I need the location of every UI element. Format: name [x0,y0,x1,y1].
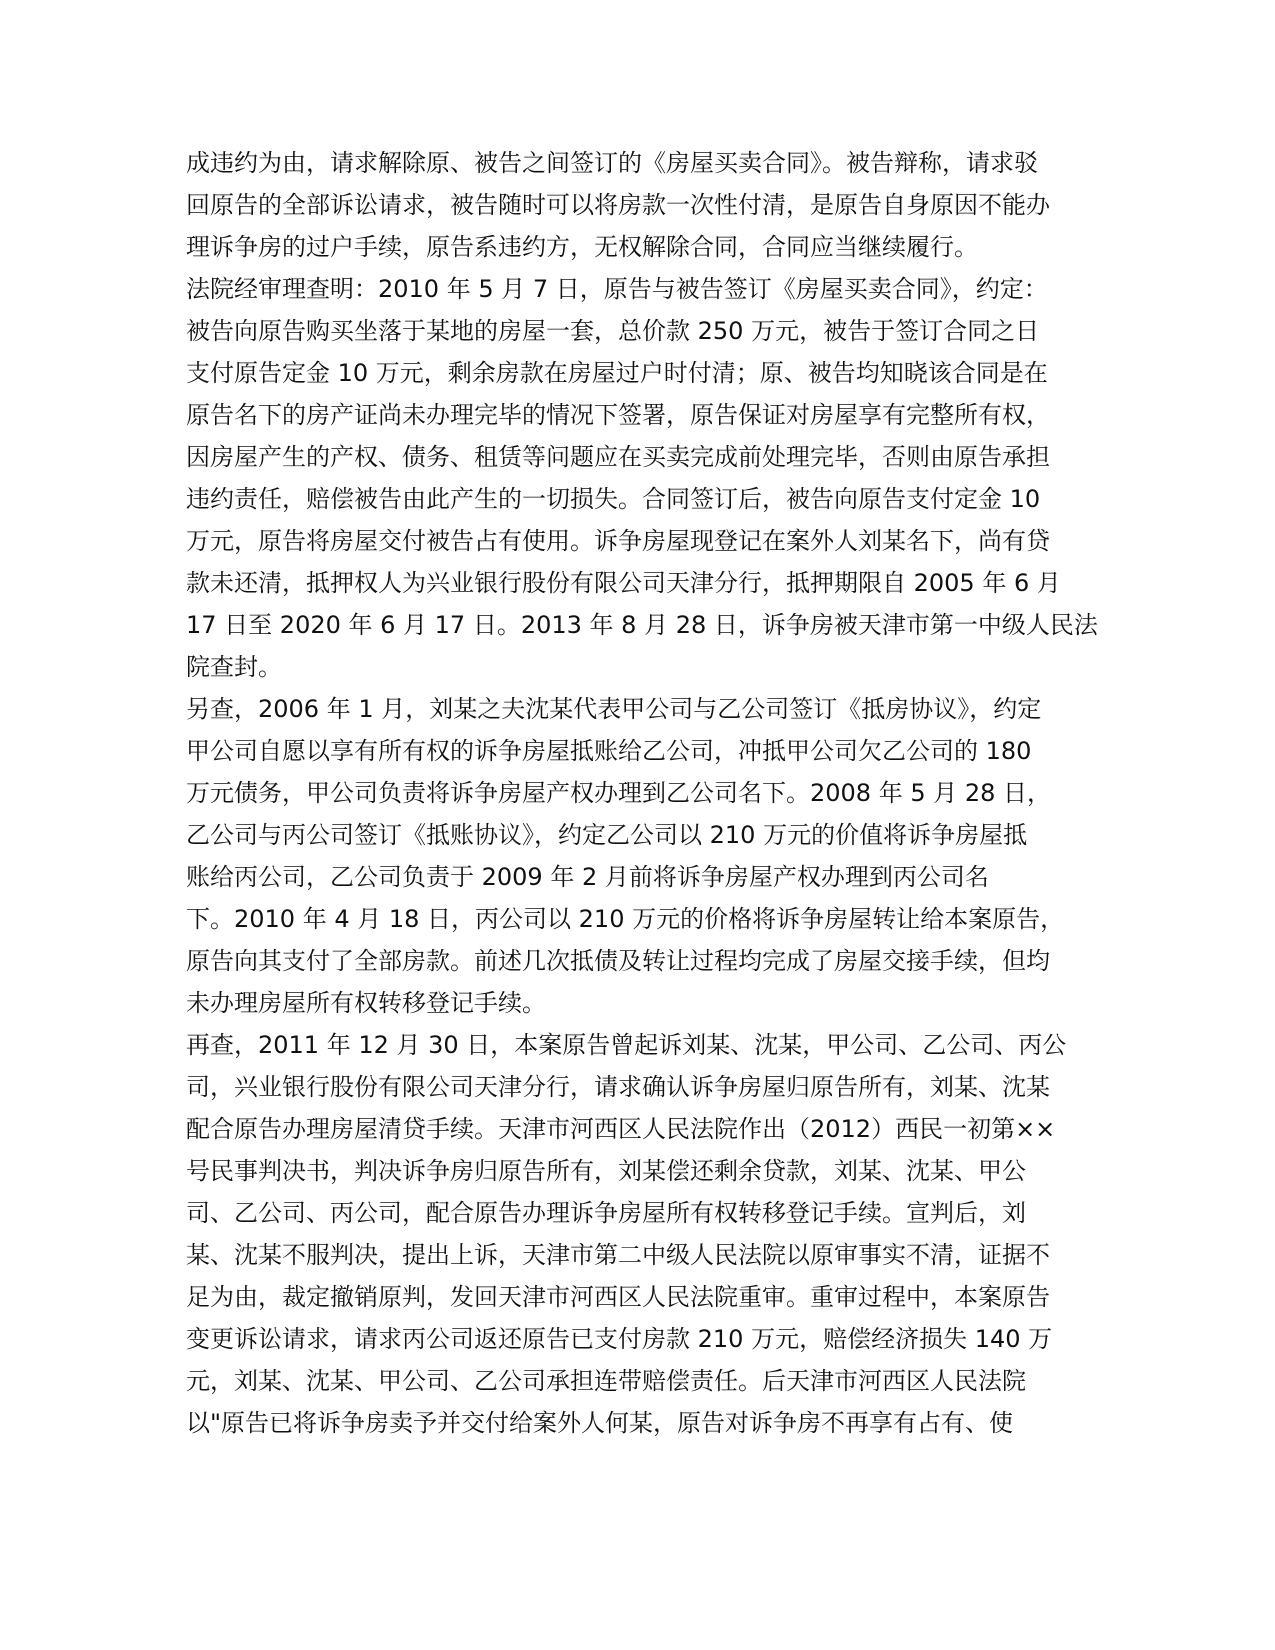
text-line: 足为由，裁定撤销原判，发回天津市河西区人民法院重审。重审过程中，本案原告 [186,1283,1050,1311]
text-line: 万元，原告将房屋交付被告占有使用。诉争房屋现登记在案外人刘某名下，尚有贷 [186,527,1050,555]
text-line: 原告向其支付了全部房款。前述几次抵债及转让过程均完成了房屋交接手续，但均 [186,947,1050,975]
text-line: 乙公司与丙公司签订《抵账协议》，约定乙公司以 210 万元的价值将诉争房屋抵 [186,821,1028,849]
text-line: 因房屋产生的产权、债务、租赁等问题应在买卖完成前处理完毕，否则由原告承担 [186,443,1050,471]
text-line: 配合原告办理房屋清贷手续。天津市河西区人民法院作出（2012）西民一初第×× [186,1115,1056,1143]
text-line: 甲公司自愿以享有所有权的诉争房屋抵账给乙公司，冲抵甲公司欠乙公司的 180 [186,737,1032,765]
text-line: 支付原告定金 10 万元，剩余房款在房屋过户时付清；原、被告均知晓该合同是在 [186,359,1048,387]
text-line: 账给丙公司，乙公司负责于 2009 年 2 月前将诉争房屋产权办理到丙公司名 [186,863,989,891]
text-line: 万元债务，甲公司负责将诉争房屋产权办理到乙公司名下。2008 年 5 月 28 日， [186,779,1052,807]
text-line: 17 日至 2020 年 6 月 17 日。2013 年 8 月 28 日，诉争房被天津市第一中级人民法 [186,611,1098,639]
text-line: 以"原告已将诉争房卖予并交付给案外人何某，原告对诉争房不再享有占有、使 [186,1409,1014,1437]
text-line: 某、沈某不服判决，提出上诉，天津市第二中级人民法院以原审事实不清，证据不 [186,1241,1050,1269]
text-line: 回原告的全部诉讼请求，被告随时可以将房款一次性付清，是原告自身原因不能办 [186,191,1050,219]
text-line: 院查封。 [186,653,282,681]
text-line: 司，兴业银行股份有限公司天津分行，请求确认诉争房屋归原告所有，刘某、沈某 [186,1073,1050,1101]
text-line: 原告名下的房产证尚未办理完毕的情况下签署，原告保证对房屋享有完整所有权， [186,401,1050,429]
text-line: 成违约为由，请求解除原、被告之间签订的《房屋买卖合同》。被告辩称，请求驳 [186,149,1038,177]
text-line: 再查，2011 年 12 月 30 日，本案原告曾起诉刘某、沈某，甲公司、乙公司、丙公 [186,1031,1067,1059]
text-line: 款未还清，抵押权人为兴业银行股份有限公司天津分行，抵押期限自 2005 年 6 月 [186,569,1061,597]
text-line: 理诉争房的过户手续，原告系违约方，无权解除合同，合同应当继续履行。 [186,233,978,261]
text-line: 违约责任，赔偿被告由此产生的一切损失。合同签订后，被告向原告支付定金 10 [186,485,1041,513]
text-line: 未办理房屋所有权转移登记手续。 [186,989,546,1017]
text-line: 下。2010 年 4 月 18 日，丙公司以 210 万元的价格将诉争房屋转让给本案原告， [186,905,1065,933]
text-line: 被告向原告购买坐落于某地的房屋一套，总价款 250 万元，被告于签订合同之日 [186,317,1040,345]
body-text [186,142,1096,1444]
text-line: 另查，2006 年 1 月，刘某之夫沈某代表甲公司与乙公司签订《抵房协议》，约定 [186,695,1042,723]
text-line: 元，刘某、沈某、甲公司、乙公司承担连带赔偿责任。后天津市河西区人民法院 [186,1367,1026,1395]
text-line: 法院经审理查明：2010 年 5 月 7 日，原告与被告签订《房屋买卖合同》，约定： [186,275,1048,303]
text-line: 司、乙公司、丙公司，配合原告办理诉争房屋所有权转移登记手续。宣判后，刘 [186,1199,1026,1227]
text-line: 号民事判决书，判决诉争房归原告所有，刘某偿还剩余贷款，刘某、沈某、甲公 [186,1157,1026,1185]
text-line: 变更诉讼请求，请求丙公司返还原告已支付房款 210 万元，赔偿经济损失 140 万 [186,1325,1053,1353]
